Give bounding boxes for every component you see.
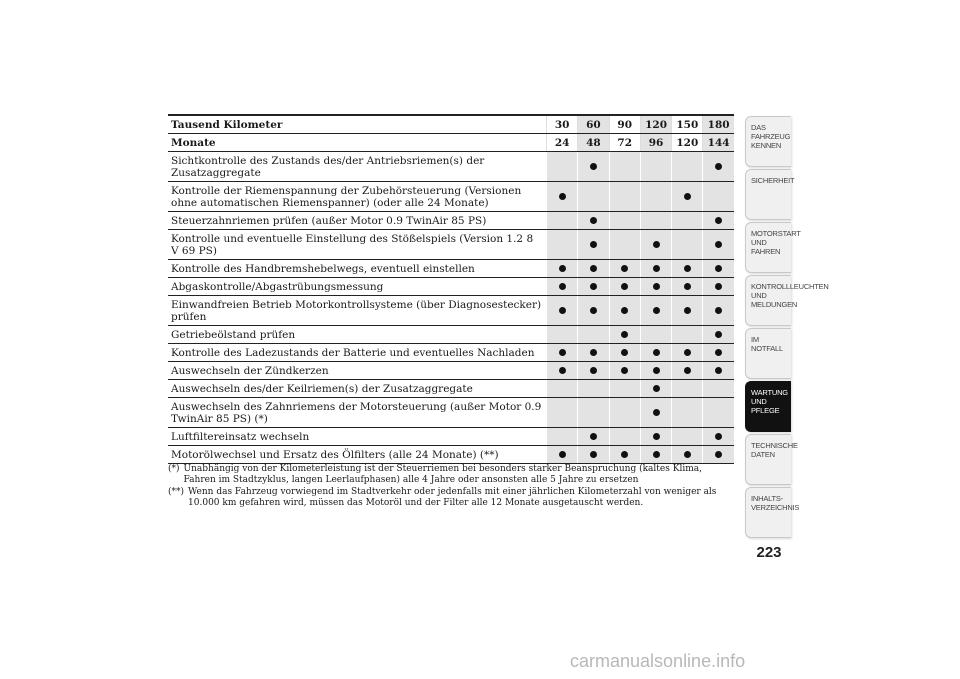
interval-cell <box>702 380 733 397</box>
check-dot-icon <box>653 349 660 356</box>
interval-cell <box>702 230 733 259</box>
interval-cell <box>702 278 733 295</box>
watermark: carmanualsonline.info <box>570 651 746 671</box>
row-label: Getriebeölstand prüfen <box>171 329 296 341</box>
km-col-3: 90 <box>609 116 640 133</box>
interval-cell <box>609 398 640 427</box>
table-row <box>168 230 734 260</box>
interval-cell <box>640 326 671 343</box>
table-body <box>168 152 734 464</box>
interval-cell <box>609 230 640 259</box>
interval-cell <box>671 344 702 361</box>
check-dot-icon <box>715 349 722 356</box>
interval-cell <box>609 446 640 463</box>
check-dot-icon <box>715 283 722 290</box>
check-dot-icon <box>559 193 566 200</box>
interval-cell <box>671 362 702 379</box>
check-dot-icon <box>559 451 566 458</box>
check-dot-icon <box>684 307 691 314</box>
check-dot-icon <box>590 217 597 224</box>
months-col-1: 24 <box>546 134 577 151</box>
km-col-5: 150 <box>671 116 702 133</box>
table-row <box>168 326 734 344</box>
interval-cell <box>577 362 608 379</box>
km-col-1: 30 <box>546 116 577 133</box>
interval-cell <box>671 152 702 181</box>
interval-cell <box>671 182 702 211</box>
footnote-text: Unabhängig von der Kilometerleistung ist der Steuerriemen bei besonders starker Beanspruchung (kaltes Klima, Fahren im Stadtzyklus, langen Leerlaufphasen) alle 4 Jahre oder ansonsten alle 5 Jahre zu ersetzen <box>183 464 702 485</box>
check-dot-icon <box>715 331 722 338</box>
interval-cell <box>671 326 702 343</box>
check-dot-icon <box>715 451 722 458</box>
table-row <box>168 362 734 380</box>
km-col-2: 60 <box>577 116 608 133</box>
table-row <box>168 152 734 182</box>
chapter-tab[interactable]: IM NOTFALL <box>745 328 791 379</box>
footnote-mark: (*) <box>168 464 180 474</box>
check-dot-icon <box>684 265 691 272</box>
interval-cell <box>546 152 577 181</box>
interval-cell <box>546 212 577 229</box>
check-dot-icon <box>590 265 597 272</box>
interval-cell <box>546 278 577 295</box>
table-row <box>168 446 734 464</box>
check-dot-icon <box>653 241 660 248</box>
interval-cell <box>577 296 608 325</box>
table-row <box>168 398 734 428</box>
interval-cell <box>546 446 577 463</box>
interval-cell <box>546 230 577 259</box>
interval-cell <box>702 152 733 181</box>
check-dot-icon <box>621 349 628 356</box>
interval-cell <box>640 278 671 295</box>
interval-cell <box>702 212 733 229</box>
check-dot-icon <box>715 217 722 224</box>
row-label: Kontrolle der Riemenspannung der Zubehörsteuerung (Versionen ohne automatischen Riemenspanner) (oder alle 24 Monate) <box>171 185 522 209</box>
interval-cell <box>577 344 608 361</box>
months-col-6: 144 <box>702 134 733 151</box>
interval-cell <box>640 152 671 181</box>
km-col-6: 180 <box>702 116 733 133</box>
interval-cell <box>609 260 640 277</box>
interval-cell <box>577 230 608 259</box>
check-dot-icon <box>621 283 628 290</box>
interval-cell <box>609 326 640 343</box>
interval-cell <box>702 260 733 277</box>
check-dot-icon <box>653 433 660 440</box>
footnote <box>168 464 736 485</box>
row-label: Kontrolle des Handbremshebelwegs, eventuell einstellen <box>171 263 475 275</box>
check-dot-icon <box>621 331 628 338</box>
check-dot-icon <box>684 283 691 290</box>
interval-cell <box>671 230 702 259</box>
interval-cell <box>609 380 640 397</box>
check-dot-icon <box>559 283 566 290</box>
check-dot-icon <box>590 307 597 314</box>
table-row <box>168 182 734 212</box>
interval-cell <box>546 344 577 361</box>
interval-cell <box>609 278 640 295</box>
row-label: Kontrolle des Ladezustands der Batterie und eventuelles Nachladen <box>171 347 535 359</box>
check-dot-icon <box>715 367 722 374</box>
check-dot-icon <box>684 367 691 374</box>
check-dot-icon <box>590 349 597 356</box>
chapter-tab[interactable]: INHALTS-VERZEICHNIS <box>745 487 791 538</box>
interval-cell <box>577 380 608 397</box>
check-dot-icon <box>590 433 597 440</box>
interval-cell <box>546 398 577 427</box>
interval-cell <box>640 398 671 427</box>
row-label: Luftfiltereinsatz wechseln <box>171 431 310 443</box>
interval-cell <box>671 380 702 397</box>
row-label: Auswechseln der Zündkerzen <box>171 365 329 377</box>
row-label: Auswechseln des/der Keilriemen(s) der Zusatzaggregate <box>171 383 473 395</box>
interval-cell <box>702 326 733 343</box>
months-col-5: 120 <box>671 134 702 151</box>
interval-cell <box>702 344 733 361</box>
chapter-tab[interactable]: MOTORSTART UND FAHREN <box>745 222 791 273</box>
check-dot-icon <box>653 307 660 314</box>
check-dot-icon <box>559 265 566 272</box>
chapter-tab[interactable]: WARTUNG UND PFLEGE <box>745 381 791 432</box>
check-dot-icon <box>590 451 597 458</box>
row-label: Steuerzahnriemen prüfen (außer Motor 0.9 TwinAir 85 PS) <box>171 215 487 227</box>
interval-cell <box>577 260 608 277</box>
interval-cell <box>546 296 577 325</box>
row-label: Sichtkontrolle des Zustands des/der Antriebsriemen(s) der Zusatzaggregate <box>171 155 485 179</box>
interval-cell <box>640 428 671 445</box>
check-dot-icon <box>559 367 566 374</box>
check-dot-icon <box>621 307 628 314</box>
check-dot-icon <box>653 451 660 458</box>
row-label: Einwandfreien Betrieb Motorkontrollsysteme (über Diagnosestecker) prüfen <box>171 299 542 323</box>
table-row <box>168 278 734 296</box>
interval-cell <box>609 182 640 211</box>
table-row <box>168 296 734 326</box>
check-dot-icon <box>559 307 566 314</box>
interval-cell <box>577 446 608 463</box>
interval-cell <box>609 212 640 229</box>
interval-cell <box>577 182 608 211</box>
row-label: Auswechseln des Zahnriemens der Motorsteuerung (außer Motor 0.9 TwinAir 85 PS) (*) <box>171 401 542 425</box>
months-header-label: Monate <box>171 137 216 149</box>
interval-cell <box>702 428 733 445</box>
interval-cell <box>640 446 671 463</box>
check-dot-icon <box>715 241 722 248</box>
maintenance-table <box>168 114 734 464</box>
check-dot-icon <box>559 349 566 356</box>
interval-cell <box>640 260 671 277</box>
interval-cell <box>577 398 608 427</box>
months-header-row <box>168 134 734 152</box>
interval-cell <box>640 182 671 211</box>
interval-cell <box>577 212 608 229</box>
interval-cell <box>546 380 577 397</box>
table-row <box>168 212 734 230</box>
interval-cell <box>640 344 671 361</box>
check-dot-icon <box>590 163 597 170</box>
check-dot-icon <box>590 367 597 374</box>
footnote-text: Wenn das Fahrzeug vorwiegend im Stadtverkehr oder jedenfalls mit einer jährlichen Kilometerzahl von weniger als 10.000 km gefahren wird, müssen das Motoröl und der Filter alle 12 Monate ausgetauscht werden. <box>188 487 717 508</box>
interval-cell <box>671 428 702 445</box>
footnotes <box>168 464 736 510</box>
check-dot-icon <box>590 241 597 248</box>
chapter-tab[interactable]: KONTROLLLEUCHTEN UND MELDUNGEN <box>745 275 791 326</box>
interval-cell <box>577 326 608 343</box>
check-dot-icon <box>684 451 691 458</box>
check-dot-icon <box>653 367 660 374</box>
interval-cell <box>671 446 702 463</box>
interval-cell <box>640 362 671 379</box>
check-dot-icon <box>715 307 722 314</box>
interval-cell <box>702 398 733 427</box>
interval-cell <box>609 296 640 325</box>
check-dot-icon <box>684 193 691 200</box>
check-dot-icon <box>684 349 691 356</box>
interval-cell <box>702 182 733 211</box>
chapter-tab[interactable]: TECHNISCHE DATEN <box>745 434 791 485</box>
check-dot-icon <box>590 283 597 290</box>
chapter-tabs <box>745 116 829 540</box>
interval-cell <box>546 362 577 379</box>
check-dot-icon <box>621 451 628 458</box>
check-dot-icon <box>653 283 660 290</box>
footnote-mark: (**) <box>168 487 185 497</box>
interval-cell <box>702 446 733 463</box>
check-dot-icon <box>715 163 722 170</box>
interval-cell <box>702 296 733 325</box>
row-label: Abgaskontrolle/Abgastrübungsmessung <box>171 281 384 293</box>
table-row <box>168 428 734 446</box>
table-row <box>168 380 734 398</box>
check-dot-icon <box>715 265 722 272</box>
footnote <box>168 487 736 508</box>
interval-cell <box>671 398 702 427</box>
check-dot-icon <box>621 265 628 272</box>
interval-cell <box>640 212 671 229</box>
interval-cell <box>609 428 640 445</box>
interval-cell <box>546 182 577 211</box>
km-header-label: Tausend Kilometer <box>171 119 283 131</box>
table-row <box>168 344 734 362</box>
interval-cell <box>609 152 640 181</box>
page-number: 223 <box>756 544 782 561</box>
interval-cell <box>640 380 671 397</box>
row-label: Motorölwechsel und Ersatz des Ölfilters (alle 24 Monate) (**) <box>171 449 499 461</box>
chapter-tab[interactable]: DAS FAHRZEUG KENNEN <box>745 116 791 167</box>
interval-cell <box>577 428 608 445</box>
months-col-4: 96 <box>640 134 671 151</box>
check-dot-icon <box>621 367 628 374</box>
interval-cell <box>546 260 577 277</box>
chapter-tab[interactable]: SICHERHEIT <box>745 169 791 220</box>
interval-cell <box>640 296 671 325</box>
check-dot-icon <box>653 265 660 272</box>
interval-cell <box>577 278 608 295</box>
km-col-4: 120 <box>640 116 671 133</box>
months-col-2: 48 <box>577 134 608 151</box>
months-col-3: 72 <box>609 134 640 151</box>
interval-cell <box>609 344 640 361</box>
interval-cell <box>640 230 671 259</box>
interval-cell <box>671 260 702 277</box>
interval-cell <box>546 428 577 445</box>
interval-cell <box>609 362 640 379</box>
check-dot-icon <box>653 409 660 416</box>
interval-cell <box>671 212 702 229</box>
interval-cell <box>546 326 577 343</box>
row-label: Kontrolle und eventuelle Einstellung des Stößelspiels (Version 1.2 8 V 69 PS) <box>171 233 534 257</box>
km-header-row <box>168 116 734 134</box>
interval-cell <box>671 278 702 295</box>
table-row <box>168 260 734 278</box>
interval-cell <box>671 296 702 325</box>
check-dot-icon <box>653 385 660 392</box>
check-dot-icon <box>715 433 722 440</box>
interval-cell <box>577 152 608 181</box>
interval-cell <box>702 362 733 379</box>
